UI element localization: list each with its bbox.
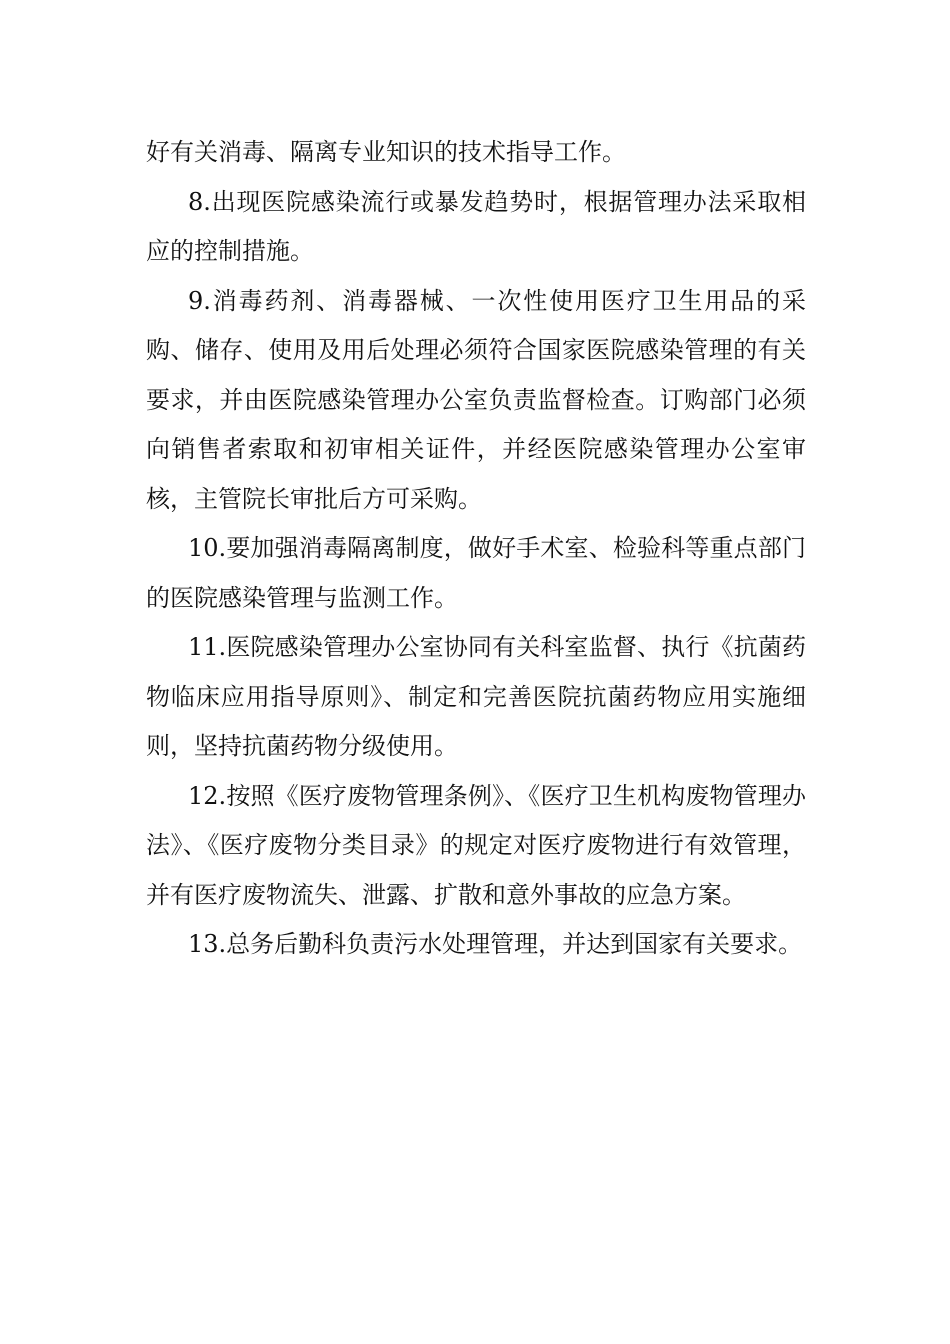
paragraph-item-11: 11.医院感染管理办公室协同有关科室监督、执行《抗菌药物临床应用指导原则》、制定和完善医院抗菌药物应用实施细则，坚持抗菌药物分级使用。 xyxy=(146,633,806,760)
paragraph-item-12: 12.按照《医疗废物管理条例》、《医疗卫生机构废物管理办法》、《医疗废物分类目录》的规定对医疗废物进行有效管理，并有医疗废物流失、泄露、扩散和意外事故的应急方案。 xyxy=(146,781,806,909)
paragraph-item-10: 10.要加强消毒隔离制度，做好手术室、检验科等重点部门的医院感染管理与监测工作。 xyxy=(146,534,806,612)
paragraph-item-13: 13.总务后勤科负责污水处理管理，并达到国家有关要求。 xyxy=(188,930,803,958)
paragraph-continuation: 好有关消毒、隔离专业知识的技术指导工作。 xyxy=(146,138,626,166)
paragraph-item-8: 8.出现医院感染流行或暴发趋势时，根据管理办法采取相应的控制措施。 xyxy=(146,187,806,265)
paragraph-item-9: 9.消毒药剂、消毒器械、一次性使用医疗卫生用品的采购、储存、使用及用后处理必须符合国家医院感染管理的有关要求，并由医院感染管理办公室负责监督检查。订购部门必须向销售者索取和初审相关证件，并经医院感染管理办公室审核，主管院长审批后方可采购。 xyxy=(146,286,806,513)
document-body xyxy=(146,128,806,970)
